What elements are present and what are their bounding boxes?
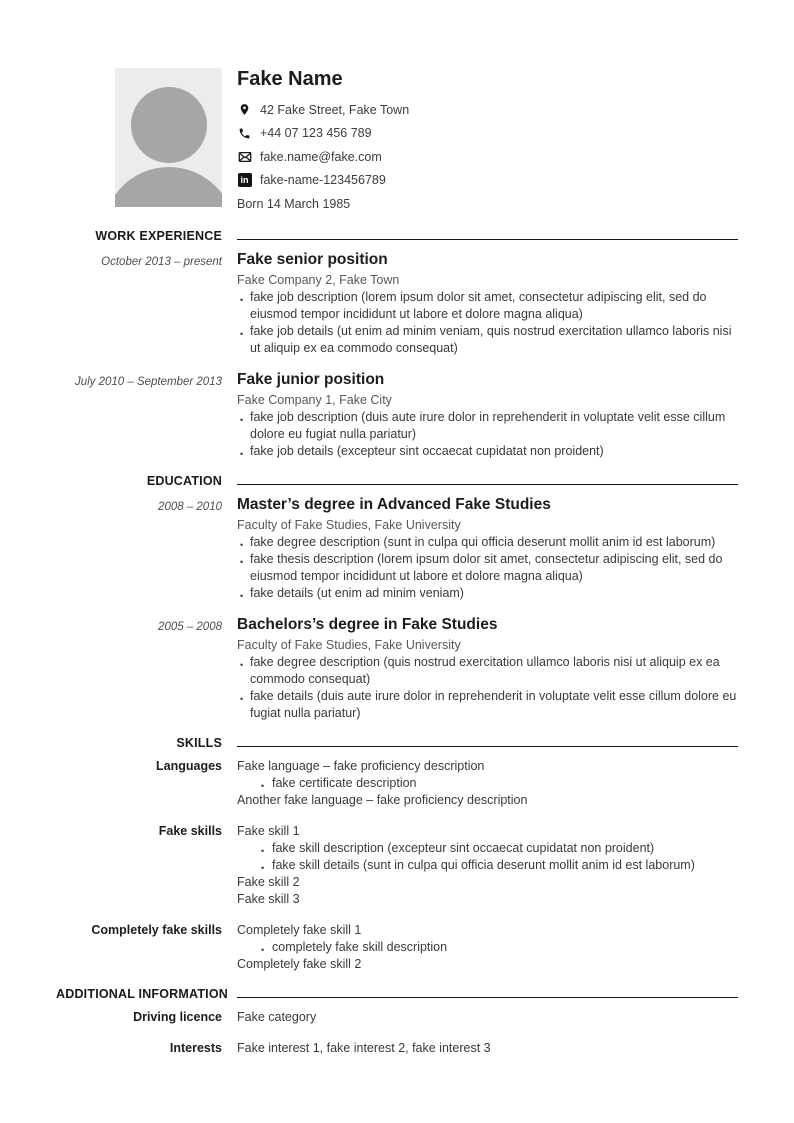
address-text: 42 Fake Street, Fake Town [260, 102, 410, 117]
silhouette-torso [115, 167, 222, 207]
skill-line: • fake certificate description [237, 775, 738, 792]
email-text: fake.name@fake.com [260, 149, 382, 164]
skills-group-completely-fake [56, 922, 738, 973]
entry-date: 2005 – 2008 [158, 620, 222, 633]
additional-section-header [56, 987, 738, 1001]
section-title-skills: SKILLS [176, 735, 222, 750]
skill-line: • fake skill details (sunt in culpa qui officia deserunt mollit anim id est laborum) [237, 857, 738, 874]
group-label: Fake skills [158, 823, 222, 838]
contact-linkedin-line [237, 169, 738, 193]
entry-subtitle: Faculty of Fake Studies, Fake University [237, 637, 461, 652]
skill-line: Another fake language – fake proficiency description [237, 792, 528, 807]
entry-title: Bachelors’s degree in Fake Studies [237, 615, 498, 633]
info-value: Fake category [237, 1009, 317, 1024]
entry-bullets [237, 409, 738, 460]
profile-photo-placeholder [115, 68, 222, 207]
silhouette-head [131, 87, 207, 163]
entry-subtitle: Faculty of Fake Studies, Fake University [237, 517, 461, 532]
person-name: Fake Name [237, 68, 343, 90]
section-title-work: WORK EXPERIENCE [95, 228, 222, 243]
skill-line: • fake skill description (excepteur sint occaecat cupidatat non proident) [237, 840, 738, 857]
entry-bullets [237, 654, 738, 722]
contact-address-line [237, 98, 738, 122]
section-rule [237, 239, 738, 240]
entry-subtitle: Fake Company 2, Fake Town [237, 272, 400, 287]
info-row-driving-licence [56, 1009, 738, 1026]
entry-title: Fake senior position [237, 250, 388, 268]
entry-date: 2008 – 2010 [158, 500, 222, 513]
bullet-item: • fake job details (excepteur sint occaecat cupidatat non proident) [237, 443, 738, 460]
section-rule [237, 997, 738, 998]
education-section-header [56, 474, 738, 488]
resume-header [56, 68, 738, 216]
info-label: Driving licence [133, 1009, 222, 1024]
skills-section-header [56, 736, 738, 750]
section-rule [237, 484, 738, 485]
entry-date: July 2010 – September 2013 [74, 375, 222, 388]
bullet-item: • fake degree description (quis nostrud exercitation ullamco laboris nisi ut aliquip ex ea commodo consequat) [237, 654, 738, 688]
skill-line: • completely fake skill description [237, 939, 738, 956]
contact-email-line [237, 145, 738, 169]
linkedin-text: fake-name-123456789 [260, 173, 386, 188]
education-entry [56, 616, 738, 722]
entry-date: October 2013 – present [101, 255, 222, 268]
skill-line: Completely fake skill 2 [237, 956, 362, 971]
email-icon [237, 149, 252, 164]
bullet-item: • fake degree description (sunt in culpa qui officia deserunt mollit anim id est laborum) [237, 534, 738, 551]
header-right-column [237, 68, 738, 216]
bullet-item: • fake job description (lorem ipsum dolor sit amet, consectetur adipiscing elit, sed do eiusmod tempor incididunt ut labore et dolore magna aliqua) [237, 289, 738, 323]
bullet-item: • fake details (ut enim ad minim veniam) [237, 585, 738, 602]
entry-title: Fake junior position [237, 370, 385, 388]
skills-group-fake-skills [56, 823, 738, 908]
phone-text: +44 07 123 456 789 [260, 126, 372, 141]
info-value: Fake interest 1, fake interest 2, fake interest 3 [237, 1040, 491, 1055]
location-icon [237, 102, 252, 117]
skill-line: Fake language – fake proficiency description [237, 758, 485, 773]
skill-line: Completely fake skill 1 [237, 922, 362, 937]
work-entry [56, 371, 738, 460]
group-label: Completely fake skills [91, 922, 222, 937]
skill-line: Fake skill 1 [237, 823, 300, 838]
education-entry [56, 496, 738, 602]
header-left-column [56, 68, 222, 207]
linkedin-icon: in [237, 173, 252, 188]
entry-bullets [237, 289, 738, 357]
bullet-item: • fake job description (duis aute irure dolor in reprehenderit in voluptate velit esse cillum dolore eu fugiat nulla pariatur) [237, 409, 738, 443]
bullet-item: • fake details (duis aute irure dolor in reprehenderit in voluptate velit esse cillum dolore eu fugiat nulla pariatur) [237, 688, 738, 722]
section-title-education: EDUCATION [146, 473, 222, 488]
bullet-item: • fake thesis description (lorem ipsum dolor sit amet, consectetur adipiscing elit, sed do eiusmod tempor incididunt ut labore et dolore magna aliqua) [237, 551, 738, 585]
group-label: Languages [156, 758, 222, 773]
entry-title: Master’s degree in Advanced Fake Studies [237, 495, 551, 513]
info-row-interests [56, 1040, 738, 1057]
entry-subtitle: Fake Company 1, Fake City [237, 392, 392, 407]
phone-icon [237, 126, 252, 141]
section-rule [237, 746, 738, 747]
work-entry [56, 251, 738, 357]
skills-group-languages [56, 758, 738, 809]
entry-bullets [237, 534, 738, 602]
bullet-item: • fake job details (ut enim ad minim veniam, quis nostrud exercitation ullamco laboris nisi ut aliquip ex ea commodo consequat) [237, 323, 738, 357]
birth-date: Born 14 March 1985 [237, 196, 351, 211]
skill-line: Fake skill 2 [237, 874, 300, 889]
info-label: Interests [169, 1040, 222, 1055]
section-title-additional: ADDITIONAL INFORMATION [56, 986, 228, 1001]
contact-phone-line [237, 122, 738, 146]
skill-line: Fake skill 3 [237, 891, 300, 906]
work-section-header [56, 229, 738, 243]
